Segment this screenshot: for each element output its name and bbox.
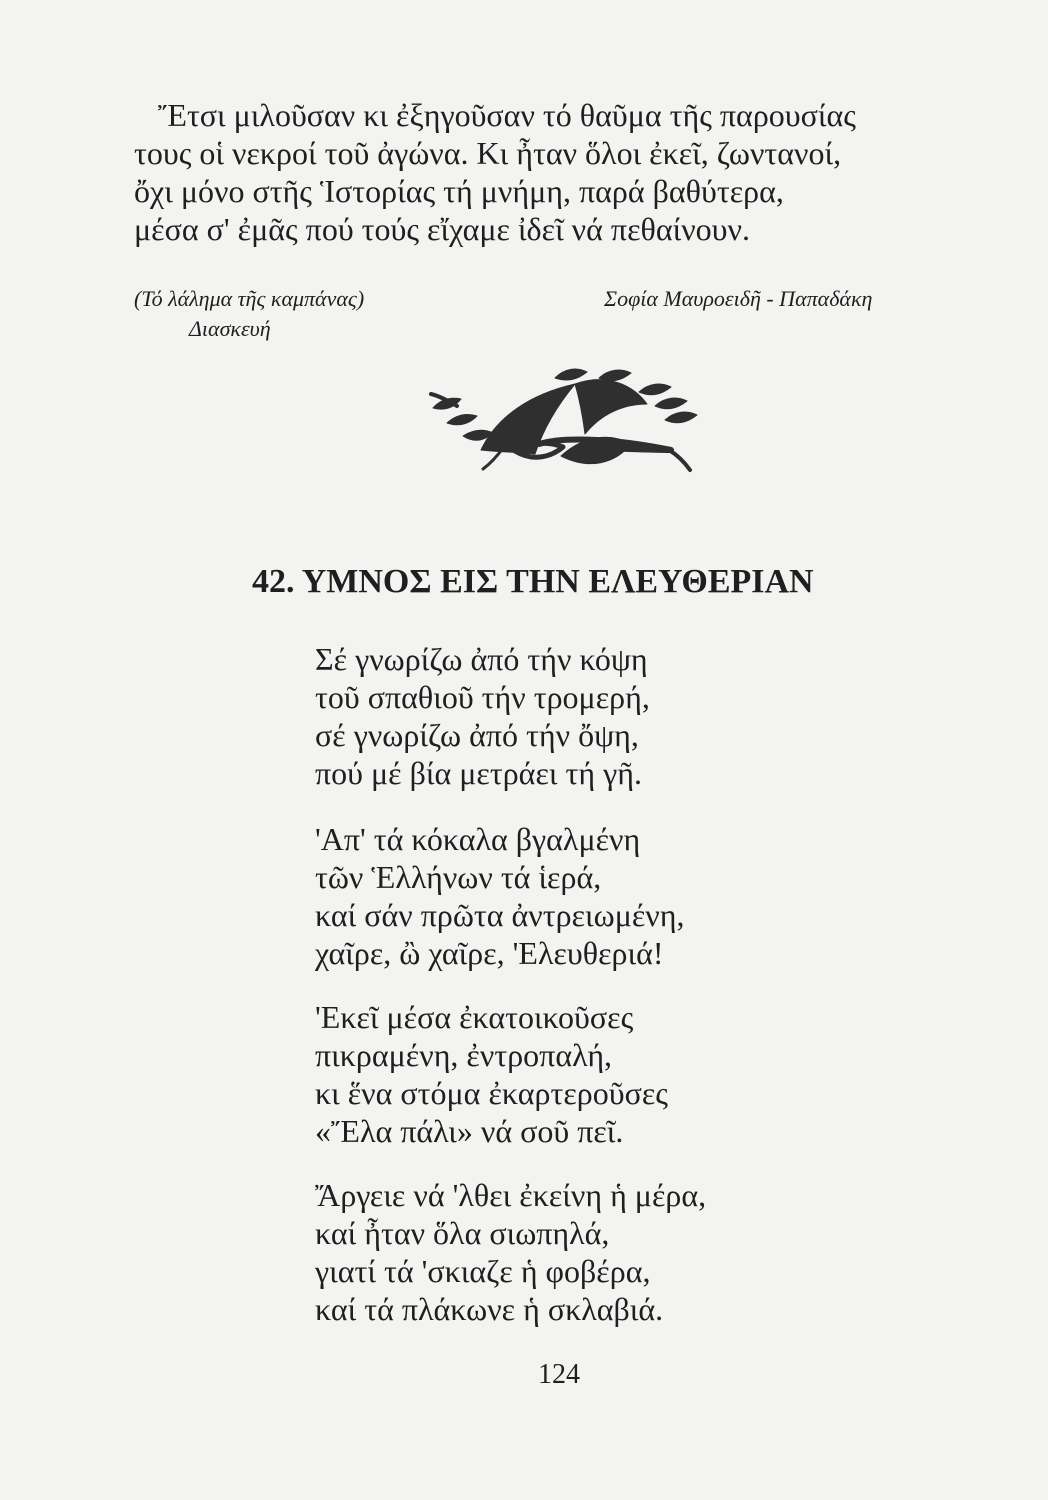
source-author: Σοφία Μαυροειδῆ - Παπαδάκη	[604, 286, 873, 311]
poem-line: 'Εκεῖ μέσα ἐκατοικοῦσες	[315, 999, 634, 1035]
poem-line: Σέ γνωρίζω ἀπό τήν κόψη	[315, 641, 648, 677]
source-work-type: Διασκευή	[189, 316, 271, 341]
prose-paragraph	[134, 96, 964, 248]
source-work	[134, 284, 364, 344]
poem-line: καί τά πλάκωνε ἡ σκλαβιά.	[315, 1291, 664, 1327]
poem-line: γιατί τά 'σκιαζε ἡ φοβέρα,	[315, 1253, 651, 1289]
poem-line: τῶν Ἑλλήνων τά ἱερά,	[315, 859, 602, 895]
page-number: 124	[538, 1359, 580, 1390]
poem-stanza	[315, 640, 835, 792]
poem-line: Ἄργειε νά 'λθει ἐκείνη ἡ μέρα,	[315, 1177, 707, 1213]
poem-line: καί ἦταν ὅλα σιωπηλά,	[315, 1215, 610, 1251]
prose-line: ὄχι μόνο στῆς Ἱστορίας τή μνήμη, παρά βαθύτερα,	[134, 173, 784, 209]
poem-line: «Ἔλα πάλι» νά σοῦ πεῖ.	[315, 1113, 624, 1149]
poem-line: 'Απ' τά κόκαλα βγαλμένη	[315, 821, 641, 857]
poem-line: σέ γνωρίζω ἀπό τήν ὄψη,	[315, 717, 639, 753]
olive-branch-and-birds-icon	[405, 366, 715, 478]
poem-line: πικραμένη, ἐντροπαλή,	[315, 1037, 613, 1073]
poem-line: καί σάν πρῶτα ἀντρειωμένη,	[315, 897, 685, 933]
poem-line: τοῦ σπαθιοῦ τήν τρομερή,	[315, 679, 650, 715]
poem-stanza	[315, 998, 835, 1150]
prose-line: μέσα σ' ἐμᾶς πού τούς εἴχαμε ἰδεῖ νά πεθαίνουν.	[134, 211, 750, 247]
prose-line: Ἔτσι μιλοῦσαν κι ἐξηγοῦσαν τό θαῦμα τῆς παρουσίας	[158, 97, 856, 133]
source-work-title: (Τό λάλημα τῆς καμπάνας)	[134, 286, 365, 311]
poem-stanza	[315, 1176, 835, 1328]
poem-line: χαῖρε, ὢ χαῖρε, 'Ελευθεριά!	[315, 935, 664, 971]
poem-title: 42. ΥΜΝΟΣ ΕΙΣ ΤΗΝ ΕΛΕΥΘΕΡΙΑΝ	[252, 563, 814, 600]
prose-line: τους οἱ νεκροί τοῦ ἀγώνα. Κι ἦταν ὅλοι ἐκεῖ, ζωντανοί,	[134, 135, 842, 171]
poem-line: κι ἕνα στόμα ἐκαρτεροῦσες	[315, 1075, 668, 1111]
poem-line: πού μέ βία μετράει τή γῆ.	[315, 755, 642, 791]
poem-stanza	[315, 820, 835, 972]
